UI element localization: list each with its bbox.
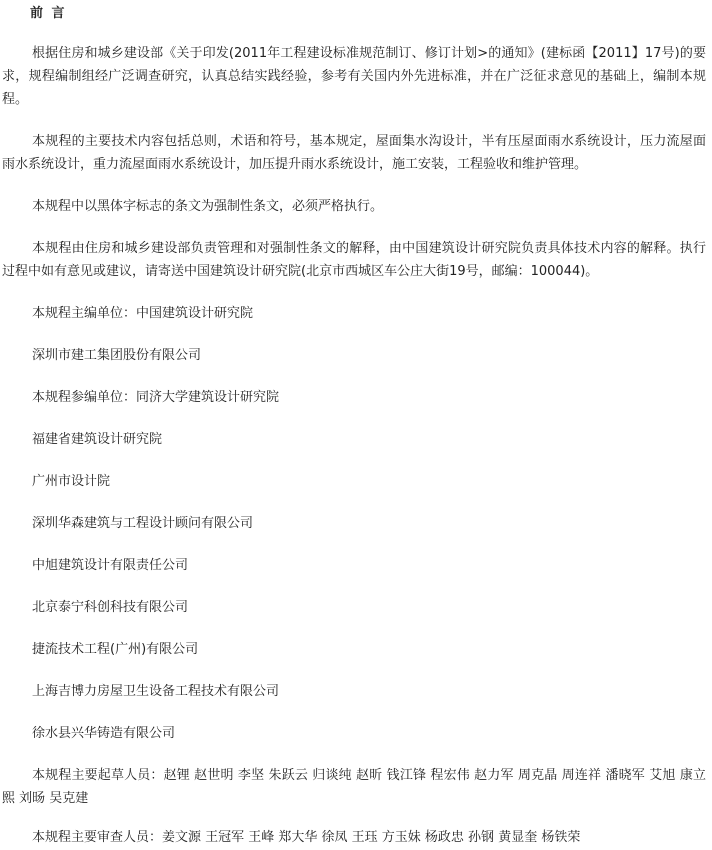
unit-line: 徐水县兴华铸造有限公司 xyxy=(32,726,176,741)
drafters-list: 本规程主要起草人员：赵锂 赵世明 李坚 朱跃云 归谈纯 赵昕 钱江锋 程宏伟 赵力军 周克晶 周连祥 潘晓军 艾旭 康立熙 刘旸 吴克建 xyxy=(2,768,706,806)
paragraph-management: 本规程由住房和城乡建设部负责管理和对强制性条文的解释，由中国建筑设计研究院负责具体技术内容的解释。执行过程中如有意见或建议，请寄送中国建筑设计研究院(北京市西城区车公庄大街19号，邮编：100044)。 xyxy=(2,241,706,279)
paragraph-mandatory: 本规程中以黑体字标志的条文为强制性条文，必须严格执行。 xyxy=(32,199,384,214)
unit-line: 本规程参编单位：同济大学建筑设计研究院 xyxy=(32,390,280,405)
unit-line: 捷流技术工程(广州)有限公司 xyxy=(32,642,199,657)
reviewers-list: 本规程主要审查人员：姜文源 王冠军 王峰 郑大华 徐凤 王珏 方玉妹 杨政忠 孙钢 黄显奎 杨铁荣 xyxy=(32,830,581,845)
paragraph-basis: 根据住房和城乡建设部《关于印发(2011年工程建设标准规范制订、修订计划>的通知》(建标函【2011】17号)的要求，规程编制组经广泛调查研究，认真总结实践经验，参考有关国内外先进标准，并在广泛征求意见的基础上，编制本规程。 xyxy=(2,46,706,107)
unit-line: 北京泰宁科创科技有限公司 xyxy=(32,600,189,615)
unit-line: 广州市设计院 xyxy=(32,474,111,489)
unit-line: 深圳市建工集团股份有限公司 xyxy=(32,348,202,363)
unit-line: 深圳华森建筑与工程设计顾问有限公司 xyxy=(32,516,254,531)
paragraph-content: 本规程的主要技术内容包括总则，术语和符号，基本规定，屋面集水沟设计，半有压屋面雨水系统设计，压力流屋面雨水系统设计，重力流屋面雨水系统设计，加压提升雨水系统设计，施工安装，工程验收和维护管理。 xyxy=(2,134,706,172)
unit-line: 中旭建筑设计有限责任公司 xyxy=(32,558,189,573)
page-title: 前 言 xyxy=(30,6,67,21)
unit-line: 本规程主编单位：中国建筑设计研究院 xyxy=(32,306,254,321)
unit-line: 上海吉博力房屋卫生设备工程技术有限公司 xyxy=(32,684,280,699)
unit-line: 福建省建筑设计研究院 xyxy=(32,432,163,447)
document-body xyxy=(2,42,706,849)
